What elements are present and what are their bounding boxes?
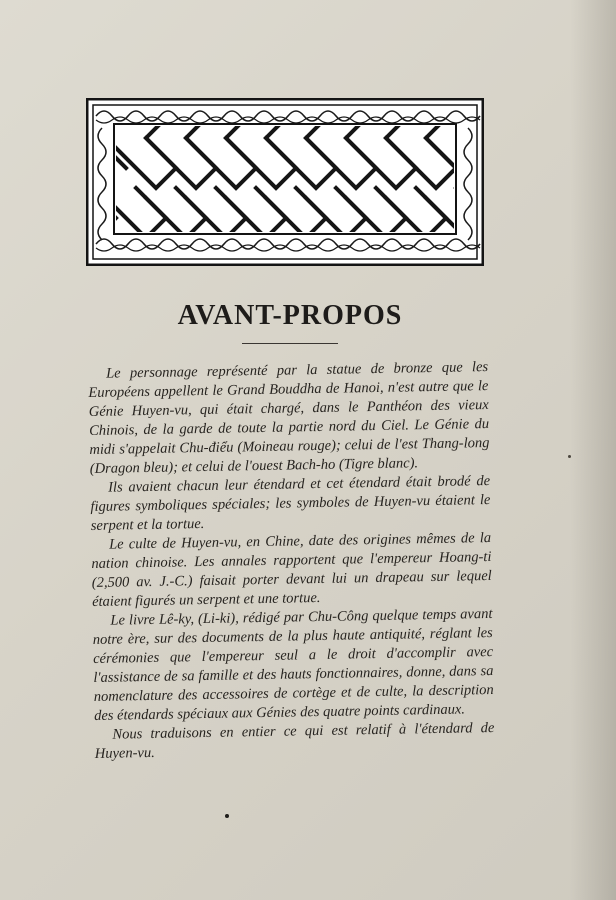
- page-title: AVANT-PROPOS: [177, 300, 403, 331]
- ornamental-headpiece: [86, 98, 484, 266]
- preface-text: [88, 358, 495, 764]
- paper-speck: [568, 455, 571, 458]
- paragraph-5: Nous traduisons en entier ce qui est relatif à l'étendard de Huyen-vu.: [94, 719, 495, 762]
- paragraph-4: Le livre Lê-ky, (Li-ki), rédigé par Chu-Công quelque temps avant notre ère, sur des documents de la plus haute antiquité, réglant les cérémonies que l'empereur seul a le droit d'accomplir avec l'assistance de sa famille et des hauts fonctionnaires, donne, dans sa nomenclature des accessoires de cortège et de culte, la description des étendards spéciaux aux Génies des quatre points cardinaux.: [92, 605, 494, 724]
- paragraph-1: Le personnage représenté par la statue de bronze que les Européens appellent le Grand Bouddha de Hanoi, n'est autre que le Génie Huyen-vu, qui était chargé, dans le Panthéon des vieux Chinois, de la garde de toute la partie nord du Ciel. Le Génie du midi s'appelait Chu-điểu (Moineau rouge); celui de l'est Thang-long (Dragon bleu); et celui de l'ouest Bach-ho (Tigre blanc).: [88, 359, 490, 477]
- page-dot-mark: [225, 814, 229, 818]
- paragraph-3: Le culte de Huyen-vu, en Chine, date des origines mêmes de la nation chinoise. Les annales rapportent que l'empereur Hoang-ti (2,500 av. J.-C.) faisait porter devant lui un drapeau sur lequel étaient figurés un serpent et une tortue.: [91, 529, 492, 610]
- title-divider: [242, 343, 338, 344]
- paragraph-2: Ils avaient chacun leur étendard et cet étendard était brodé de figures symboliques spéciales; les symboles de Huyen-vu étaient le serpent et la tortue.: [90, 473, 491, 534]
